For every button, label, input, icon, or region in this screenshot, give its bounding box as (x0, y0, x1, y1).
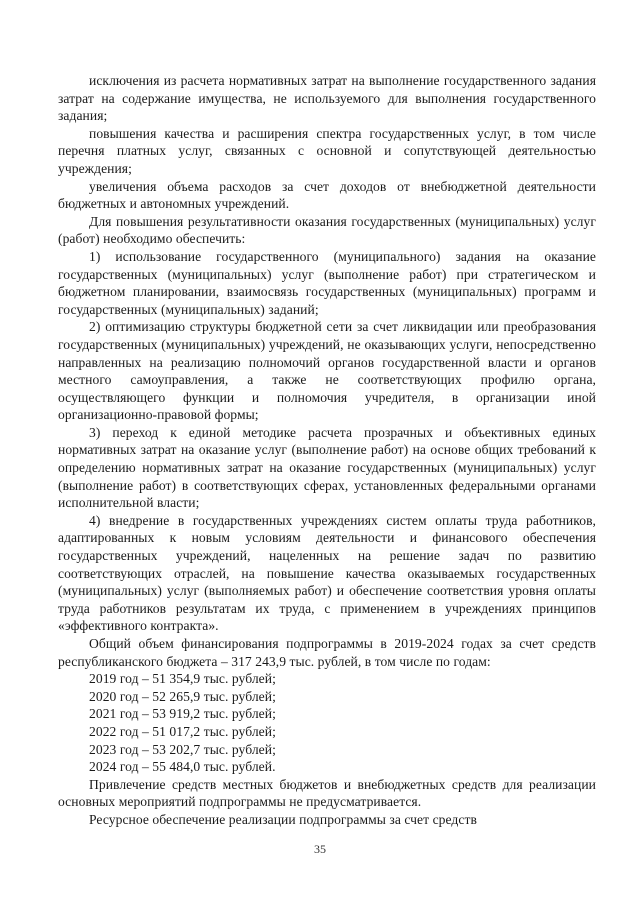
year-line: 2022 год – 51 017,2 тыс. рублей; (89, 723, 276, 739)
paragraph: Для повышения результативности оказания государственных (муниципальных) услуг (работ) необходимо обеспечить: (58, 213, 596, 247)
paragraph: 1) использование государственного (муниципального) задания на оказание государственных (муниципальных) услуг (выполнение работ) при стратегическом и бюджетном планировании, взаимосвязь государственных (муниципальных) программ и государственных (муниципальных) заданий; (58, 248, 596, 317)
year-line: 2023 год – 53 202,7 тыс. рублей; (89, 741, 276, 757)
paragraph: 2) оптимизацию структуры бюджетной сети за счет ликвидации или преобразования государственных (муниципальных) учреждений, не оказывающих услуги, непосредственно направленных на реализацию полномочий органов государственной власти и органов местного самоуправления, а также не соответствующих профилю органа, осуществляющего функции и полномочия учредителя, в организации иной организационно-правовой формы; (58, 319, 596, 423)
paragraph: 4) внедрение в государственных учреждениях систем оплаты труда работников, адаптированных к новым условиям деятельности и финансового обеспечения государственных учреждений, нацеленных на решение задач по развитию соответствующих отраслей, на повышение качества оказываемых государственных (муниципальных) услуг (выполняемых работ) и обеспечение соответствия уровня оплаты труда работников результатам их труда, с применением в учреждениях принципов «эффективного контракта». (58, 512, 596, 634)
paragraph: повышения качества и расширения спектра государственных услуг, в том числе перечня платных услуг, связанных с основной и сопутствующей деятельностью учреждения; (58, 125, 596, 176)
paragraph: Общий объем финансирования подпрограммы в 2019-2024 годах за счет средств республиканского бюджета – 317 243,9 тыс. рублей, в том числе по годам: (58, 636, 596, 669)
paragraph: Привлечение средств местных бюджетов и внебюджетных средств для реализации основных мероприятий подпрограммы не предусматривается. (58, 776, 596, 810)
document-body (58, 72, 596, 829)
year-line: 2019 год – 51 354,9 тыс. рублей; (89, 671, 276, 687)
paragraph: Ресурсное обеспечение реализации подпрограммы за счет средств (89, 811, 477, 827)
paragraph: увеличения объема расходов за счет доходов от внебюджетной деятельности бюджетных и автономных учреждений. (58, 178, 596, 212)
paragraph: исключения из расчета нормативных затрат на выполнение государственного задания затрат на содержание имущества, не используемого для выполнения государственного задания; (58, 73, 596, 124)
year-line: 2021 год – 53 919,2 тыс. рублей; (89, 706, 276, 722)
year-line: 2024 год – 55 484,0 тыс. рублей. (89, 759, 276, 775)
page-number: 35 (314, 842, 326, 856)
year-line: 2020 год – 52 265,9 тыс. рублей; (89, 688, 276, 704)
paragraph: 3) переход к единой методике расчета прозрачных и объективных единых нормативных затрат на оказание услуг (выполнение работ) на основе общих требований к определению нормативных затрат на оказание государственных (муниципальных) услуг (выполнение работ) в соответствующих сферах, установленных федеральными органами исполнительной власти; (58, 424, 596, 511)
